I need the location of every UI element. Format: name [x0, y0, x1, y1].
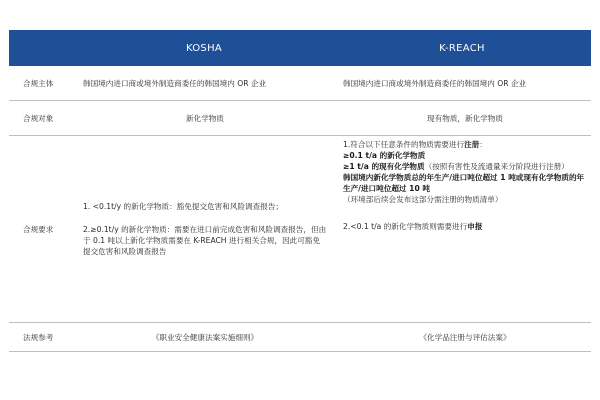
- cell-target-kosha: 新化学物质: [186, 113, 224, 123]
- comparison-table: [9, 30, 591, 352]
- cell-target-kreach: 现有物质，新化学物质: [427, 113, 503, 123]
- row-label-requirements: 合规要求: [23, 224, 54, 234]
- kreach-requirement-2: 2.<0.1 t/a 的新化学物质则需要进行申报: [343, 222, 483, 231]
- row-label-target: 合规对象: [23, 113, 54, 123]
- row-label-regulation: 法规参考: [23, 332, 54, 342]
- kosha-requirement-2: 2.≥0.1t/y 的新化学物质：需要在进口前完成危害和风险调查报告，但由于 0.1 吨以上新化学物质需要在 K-REACH 进行相关合规，因此可豁免提交危害和风险调查报告: [83, 225, 327, 256]
- table-row-regulation: [9, 323, 591, 352]
- table-row-subject: [9, 66, 591, 101]
- table-row-requirements: [9, 136, 591, 323]
- kreach-condition-2: ≥1 t/a 的现有化学物质（按照有害性及流通量来分阶段进行注册）: [343, 162, 569, 171]
- cell-requirements-kosha: [75, 136, 333, 322]
- table-header: [9, 30, 591, 66]
- cell-subject-kreach: 韩国境内进口商或境外制造商委任的韩国境内 OR 企业: [343, 78, 527, 88]
- kreach-requirement-intro: 1.符合以下任意条件的物质需要进行注册：: [343, 140, 487, 149]
- cell-requirements-kreach: [333, 136, 591, 322]
- header-empty-cell: [9, 30, 75, 66]
- kreach-condition-3: 韩国境内新化学物质总的年生产/进口吨位超过 1 吨或现有化学物质的年生产/进口吨位超过 10 吨（环境部后续会发布这部分需注册的物质清单）: [343, 173, 585, 204]
- table-row-target: [9, 101, 591, 136]
- cell-regulation-kreach: 《化学品注册与评估法案》: [419, 332, 511, 342]
- header-kreach: K-REACH: [439, 42, 485, 54]
- kreach-condition-1: ≥0.1 t/a 的新化学物质: [343, 151, 426, 160]
- header-kosha: KOSHA: [185, 42, 223, 54]
- kosha-requirement-1: 1. <0.1t/y 的新化学物质：豁免提交危害和风险调查报告；: [83, 202, 284, 211]
- row-label-subject: 合规主体: [23, 78, 54, 88]
- cell-subject-kosha: 韩国境内进口商或境外制造商委任的韩国境内 OR 企业: [83, 78, 267, 88]
- cell-regulation-kosha: 《职业安全健康法案实施细则》: [151, 332, 259, 342]
